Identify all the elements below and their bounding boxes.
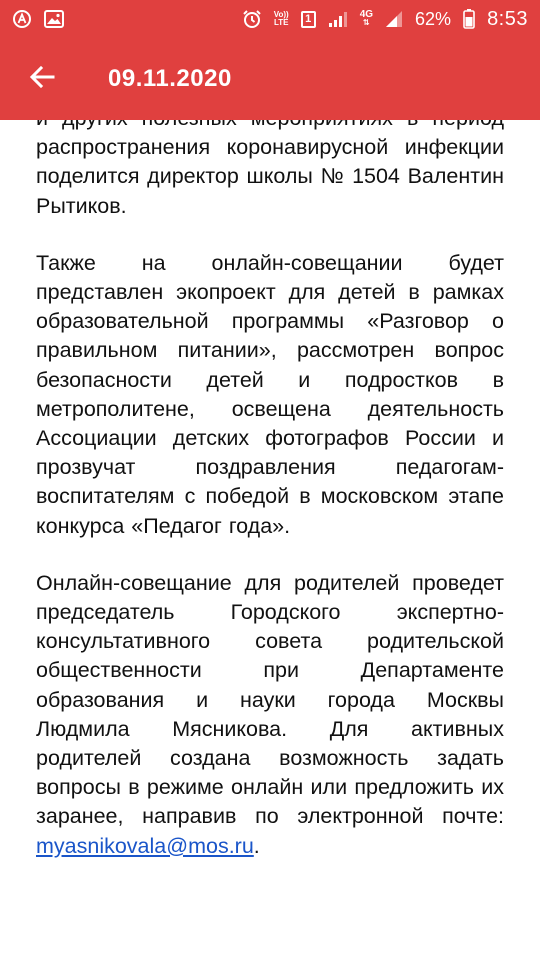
article-paragraph: Также на онлайн-совещании будет представлен экопроект для детей в рамках образовательной программы «Разговор о правильном питании», рассмотрен вопрос безопасности детей и подростков в метрополитене, освещена деятельность Ассоциации детских фотографов России и прозвучат поздравления педагогам-воспитателям с победой в московском этапе конкурса «Педагог года». [36,250,504,538]
alarm-icon [242,9,262,29]
battery-percent: 62% [415,8,452,29]
arrow-left-icon [29,65,55,94]
battery-icon [463,9,475,29]
article-paragraph-text: Онлайн-совещание для родителей проведет председатель Городского экспертно-консультативного совета родительской общественности при Департаменте образования и науки города Москвы Людмила Мясникова. Для активных родителей создана возможность задать вопросы в режиме онлайн или предложить их заранее, направив по электронной почте: [36,570,504,829]
signal-icon [385,10,403,28]
image-icon [44,10,64,28]
notification-a-icon [12,9,32,29]
network-type-icon: 4G ⇅ [359,9,374,27]
app-bar [0,38,540,120]
clock: 8:53 [487,7,528,30]
article-paragraph: распространения коронавирусной инфекции поделится директор школы № 1504 Валентин Рытиков. [36,135,504,218]
article-paragraph [36,569,504,861]
sim-icon: 1 [301,11,316,28]
page-title: 09.11.2020 [108,65,232,92]
article-body [36,104,504,889]
email-link[interactable]: myasnikovala@mos.ru [36,833,254,858]
volte-icon: Vo)) LTE [273,10,289,27]
back-button[interactable] [14,51,70,107]
status-bar-left [12,9,64,29]
status-bar-right [242,8,528,31]
signal-icon [328,10,348,28]
email-suffix: . [253,833,260,858]
status-bar [0,0,540,38]
